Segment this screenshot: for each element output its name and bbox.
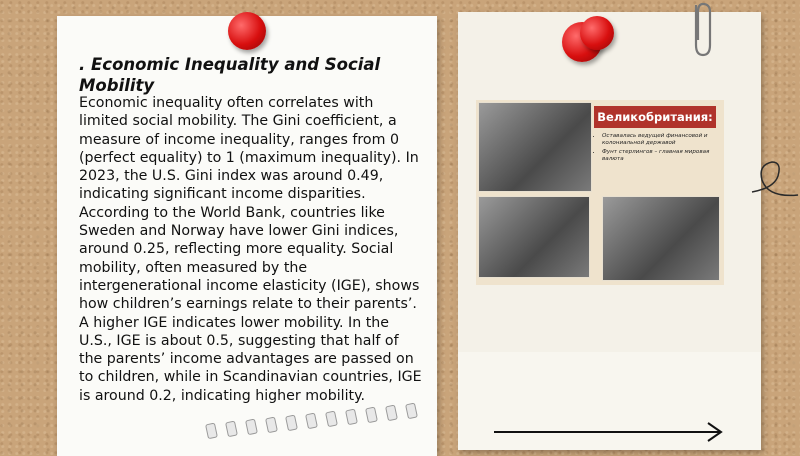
paper-clip-icon — [686, 0, 716, 60]
arrow-right-icon — [490, 420, 730, 444]
slide-title: Великобритания: — [594, 106, 716, 128]
note-paper — [57, 16, 437, 456]
note-body: Economic inequality often correlates with limited social mobility. The Gini coefficient, a measure of income inequality, ranges from 0 (perfect equality) to 1 (maximum inequality). In 2023, the U.S. Gini index was around 0.49, indicating significant income disparities. According to the World Bank, countries like Sweden and Norway have lower Gini indices, around 0.25, reflecting more equality. Social mobility, often measured by the intergenerational income elasticity (IGE), shows how children’s earnings relate to their parents’. A higher IGE indicates lower mobility. In the U.S., IGE is about 0.5, suggesting that half of the parents’ income advantages are passed on to children, while in Scandinavian countries, IGE is around 0.2, indicating higher mobility. — [79, 95, 422, 404]
slide-bullets — [594, 133, 718, 165]
photo-street-car — [478, 196, 590, 278]
doodle-curl-icon — [748, 150, 800, 210]
slide-image — [476, 100, 724, 285]
push-pin-icon — [228, 12, 266, 50]
photo-city-traffic — [602, 196, 720, 281]
note-title: . Economic Inequality and Social Mobility — [79, 55, 381, 95]
spiral-binding — [205, 402, 435, 442]
slide-bullet: • Оставалась ведущей финансовой и колониальной державой — [602, 133, 718, 147]
push-pin-icon — [580, 16, 614, 50]
slide-bullet: • Фунт стерлингов – главная мировая валюта — [602, 149, 718, 163]
photo-big-ben — [478, 102, 592, 192]
